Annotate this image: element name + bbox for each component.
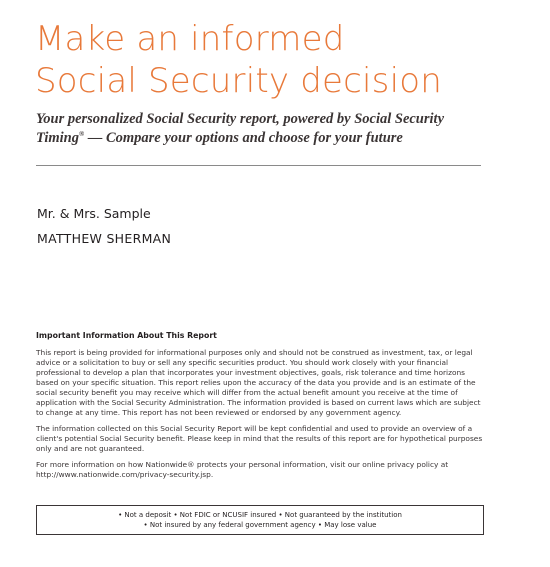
info-paragraph-3: For more information on how Nationwide® protects your personal information, visit our online privacy policy at http://www.nationwide.com/privacy-security.jsp. [36, 460, 449, 479]
disclaimer-line-1: • Not a deposit • Not FDIC or NCUSIF insured • Not guaranteed by the institution [118, 511, 402, 519]
disclaimer-line-2: • Not insured by any federal government agency • May lose value [143, 521, 377, 529]
page-title [35, 18, 535, 102]
title-line-1: Make an informed [35, 19, 345, 59]
registered-mark: ® [78, 130, 85, 139]
subtitle-text: Your personalized Social Security report, powered by Social Security Timing [36, 111, 445, 146]
recipient-block [37, 206, 171, 247]
client-name: Mr. & Mrs. Sample [37, 206, 151, 221]
info-paragraph-1: This report is being provided for informational purposes only and should not be construed as investment, tax, or legal advice or a solicitation to buy or sell any specific securities product. You should work closely with your financial professional to develop a plan that incorporates your investment objectives, goals, risk tolerance and time horizons based on your specific situation. This report relies upon the accuracy of the data you provide and is an estimate of the social security benefit you may receive which will differ from the actual benefit amount you receive at the time of application with the Social Security Administration. The information provided is based on current laws which are subject to change at any time. This report has not been reviewed or endorsed by any government agency. [36, 348, 481, 417]
disclaimer-box [36, 505, 484, 535]
subtitle-text-continued: — Compare your options and choose for your future [84, 130, 403, 146]
advisor-name: MATTHEW SHERMAN [37, 231, 172, 246]
divider [36, 165, 481, 166]
page-subtitle [36, 110, 491, 148]
info-paragraph-2: The information collected on this Social Security Report will be kept confidential and used to provide an overview of a client's potential Social Security benefit. Please keep in mind that the results of this report are for hypothetical purposes only and are not guaranteed. [36, 424, 483, 453]
important-information-section [36, 331, 484, 486]
important-info-heading: Important Information About This Report [36, 331, 217, 340]
title-line-2: Social Security decision [35, 61, 442, 101]
